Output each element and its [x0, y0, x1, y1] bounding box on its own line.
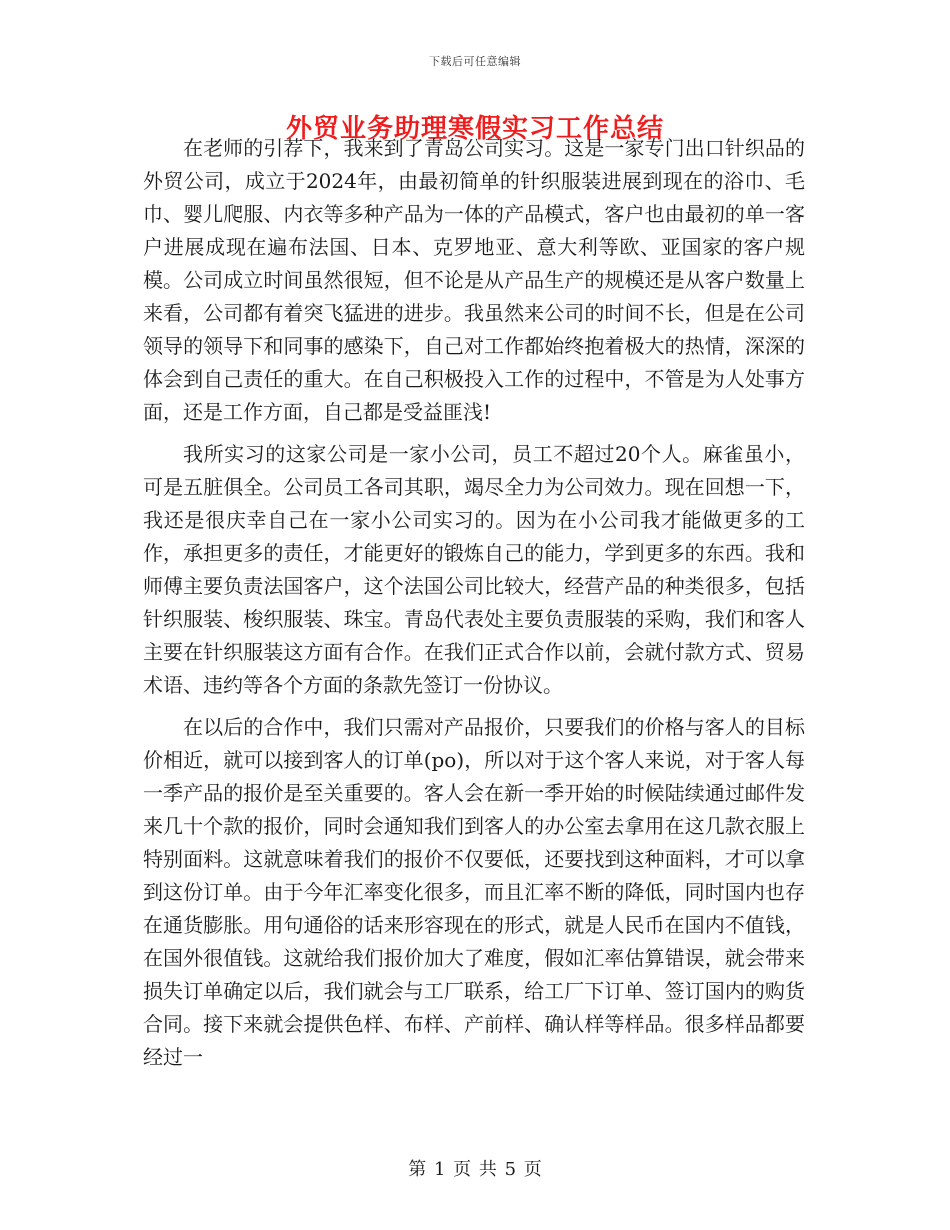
- page-footer: 第 1 页 共 5 页: [408, 1159, 542, 1180]
- paragraph-3: 在以后的合作中，我们只需对产品报价，只要我们的价格与客人的目标价相近，就可以接到客人的订单(po)，所以对于这个客人来说，对于客人每一季产品的报价是至关重要的。客人会在新一季开始的时候陆续通过邮件发来几十个款的报价，同时会通知我们到客人的办公室去拿用在这几款衣服上特别面料。这就意味着我们的报价不仅要低，还要找到这种面料，才可以拿到这份订单。由于今年汇率变化很多，而且汇率不断的降低，同时国内也存在通货膨胀。用句通俗的话来形容现在的形式，就是人民币在国内不值钱，在国外很值钱。这就给我们报价加大了难度，假如汇率估算错误，就会带来损失订单确定以后，我们就会与工厂联系，给工厂下订单、签订国内的购货合同。接下来就会提供色样、布样、产前样、确认样等样品。很多样品都要经过一: [143, 715, 805, 1069]
- paragraph-2: 我所实习的这家公司是一家小公司，员工不超过20个人。麻雀虽小，可是五脏俱全。公司员工各司其职，竭尽全力为公司效力。现在回想一下，我还是很庆幸自己在一家小公司实习的。因为在小公司我才能做更多的工作，承担更多的责任，才能更好的锻炼自己的能力，学到更多的东西。我和师傅主要负责法国客户，这个法国公司比较大，经营产品的种类很多，包括针织服装、梭织服装、珠宝。青岛代表处主要负责服装的采购，我们和客人主要在针织服装这方面有合作。在我们正式合作以前，会就付款方式、贸易术语、违约等各个方面的条款先签订一份协议。: [143, 442, 805, 697]
- header-note: 下载后可任意编辑: [429, 55, 521, 68]
- document-body: [143, 132, 805, 1074]
- document-title: 外贸业务助理寒假实习工作总结: [285, 114, 664, 144]
- paragraph-1: 在老师的引荐下，我来到了青岛公司实习。这是一家专门出口针织品的外贸公司，成立于2024年，由最初简单的针织服装进展到现在的浴巾、毛巾、婴儿爬服、内衣等多种产品为一体的产品模式，客户也由最初的单一客户进展成现在遍布法国、日本、克罗地亚、意大利等欧、亚国家的客户规模。公司成立时间虽然很短，但不论是从产品生产的规模还是从客户数量上来看，公司都有着突飞猛进的进步。我虽然来公司的时间不长，但是在公司领导的领导下和同事的感染下，自己对工作都始终抱着极大的热情，深深的体会到自己责任的重大。在自己积极投入工作的过程中，不管是为人处事方面，还是工作方面，自己都是受益匪浅!: [143, 136, 805, 424]
